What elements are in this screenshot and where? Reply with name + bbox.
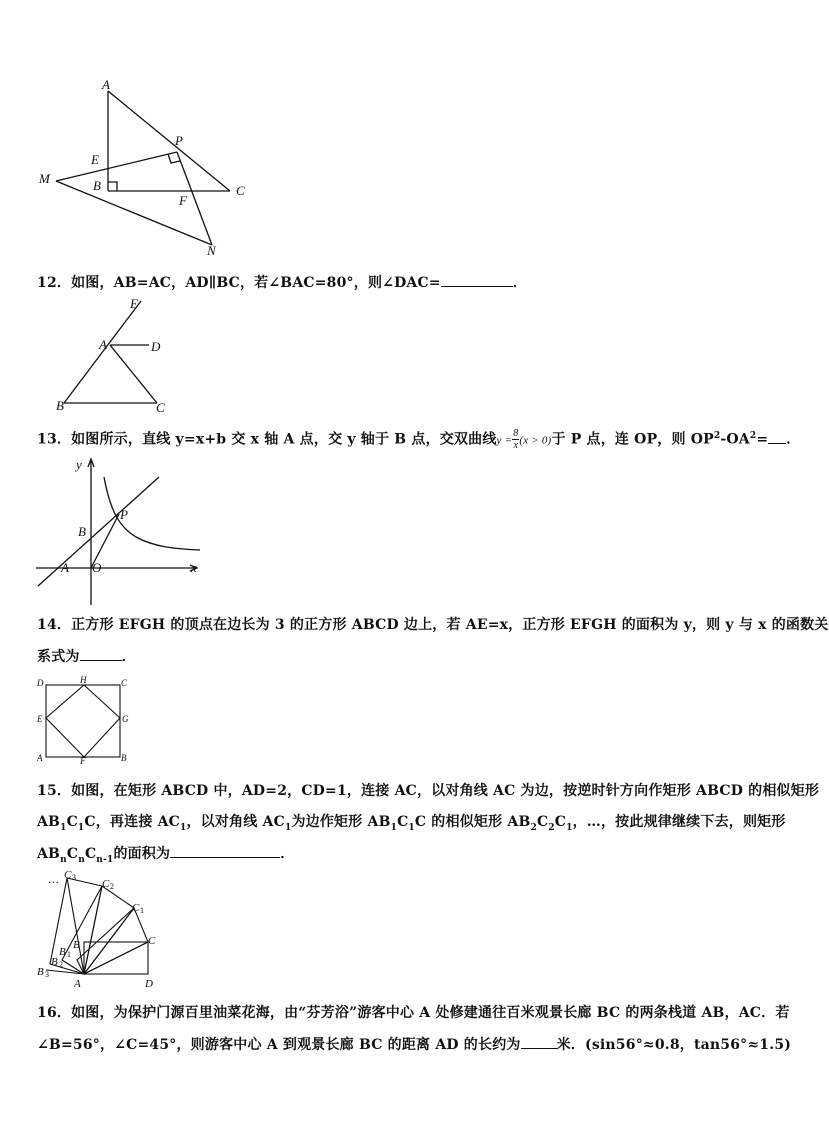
hyperbola-y: y = [496,434,513,447]
figure-12-triangle [50,295,180,420]
question-13-text: 13．如图所示，直线 y=x+b 交 x 轴 A 点，交 y 轴于 B 点，交双曲线 [37,431,497,448]
question-12-text: 12．如图，AB=AC，AD∥BC，若∠BAC=80°，则∠DAC= [37,275,441,291]
figure-13-graph [36,455,206,605]
question-16-line-2: ∠B=56°，∠C=45°，则游客中心 A 到观景长廊 BC 的距离 AD 的长约为 米．(sin56°≈0.8，tan56°≈1.5) [37,1037,792,1053]
question-12-end: ． [512,275,527,291]
label-B3: B [37,966,44,978]
label-B1: B [59,946,66,958]
question-15-line-2: $AB_1C_1C$，再连接 $AC_1$，以对角线 $AC_1$为边作矩形 $AB_1C_1C$ 的相似矩形 $AB_2C_2C_1$，…，按此规律继续下去，则矩形 [37,814,786,833]
label-N: N [207,243,216,258]
question-15-line-1: 15．如图，在矩形 ABCD 中，AD=2，CD=1，连接 AC，以对角线 AC 为边，按逆时针方向作矩形 ABCD 的相似矩形 [37,783,820,799]
answer-blank-12[interactable] [441,273,513,287]
label-A: A [61,560,69,575]
svg-text:3: 3 [45,970,49,979]
label-E: E [91,152,99,167]
answer-blank-15[interactable] [170,844,280,858]
label-A: A [102,77,110,92]
answer-blank-16[interactable] [521,1035,557,1049]
question-13: 13．如图所示，直线 y=x+b 交 x 轴 A 点，交 y 轴于 B 点，交双曲线y = $\frac{8}{x}$ (x > 0)于 P 点，连 OP，则 $OP^2-OA^2=$ ． [37,428,801,451]
label-C: C [121,678,128,688]
svg-text:3: 3 [72,873,76,882]
label-D: D [145,978,153,990]
label-D: D [151,339,161,354]
label-F: F [179,193,187,208]
label-C: C [156,400,165,415]
label-A: A [74,978,81,990]
label-P: P [175,133,183,148]
label-B: B [93,178,101,193]
label-B: B [121,753,127,763]
label-E: E [37,714,43,724]
label-x: x [191,560,197,575]
svg-text:2: 2 [59,960,63,969]
svg-text:1: 1 [67,950,71,959]
answer-blank-13[interactable] [768,430,786,444]
label-B: B [56,398,64,413]
question-16-line-1: 16．如图，为保护门源百里油菜花海，由“芬芳浴”游客中心 A 处修建通往百米观景长廊 BC 的两条栈道 AB，AC．若 [37,1005,790,1021]
label-C2: C [102,878,110,890]
label-y: y [76,457,82,472]
label-P: P [120,507,128,522]
label-A: A [37,753,43,763]
label-C: C [148,935,156,947]
answer-blank-14[interactable] [80,647,122,661]
fraction-denominator: x [513,440,519,451]
figure-11-triangle [30,75,270,260]
label-C3: C [64,869,72,881]
label-B2: B [51,956,58,968]
label-G: G [122,714,129,724]
label-M: M [39,171,50,186]
label-O: O [92,560,102,575]
fraction-numerator: 8 [513,428,519,439]
figure-14-squares [34,675,134,765]
label-C1: C [132,902,140,914]
svg-text:2: 2 [110,882,114,891]
figure-15-rectangles [32,866,172,991]
question-14-line-1: 14．正方形 EFGH 的顶点在边长为 3 的正方形 ABCD 边上，若 AE=x，正方形 EFGH 的面积为 y，则 y 与 x 的函数关 [37,617,829,633]
question-15-line-3: $AB_nC_nC_{n-1}$的面积为 ． [37,846,295,865]
question-12 [37,272,527,292]
label-dots: … [48,874,59,886]
label-H: H [80,675,87,685]
question-13-text-2: 于 P 点，连 OP，则 OP [551,431,714,448]
label-F: F [80,756,86,766]
svg-text:1: 1 [140,906,144,915]
label-A: A [99,337,107,352]
label-D: D [37,678,44,688]
domain-condition: (x > 0) [519,434,552,447]
label-E: E [130,296,138,311]
label-C: C [236,183,245,198]
label-B: B [78,524,86,539]
label-B: B [73,939,80,951]
question-14-line-2: 系式为 ． [37,649,136,665]
